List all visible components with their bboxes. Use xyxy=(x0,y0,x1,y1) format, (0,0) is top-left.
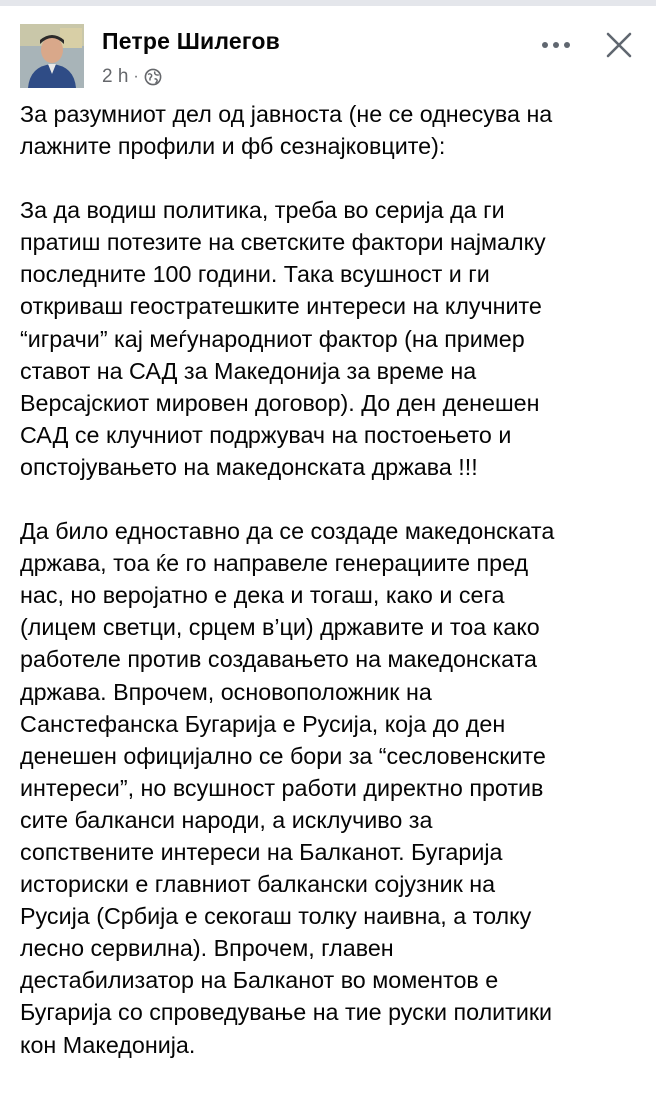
text-line: Да било едноставно да се создаде македонската xyxy=(20,518,555,545)
top-strip xyxy=(0,0,656,6)
author-name[interactable]: Петре Шилегов xyxy=(102,28,280,54)
text-line: кон Македонија. xyxy=(20,1031,196,1058)
more-horizontal-icon xyxy=(539,40,573,50)
text-line: (лицем светци, срцем в’ци) државите и тоа како xyxy=(20,614,540,641)
text-line: денешен официјално се бори за “сесловенските xyxy=(20,742,546,769)
avatar-image xyxy=(20,24,84,88)
close-icon xyxy=(604,30,634,60)
text-line: За да водиш политика, треба во серија да ги xyxy=(20,197,505,224)
text-line: сите балканси народи, а исклучиво за xyxy=(20,806,433,833)
text-line: лесно сервилна). Впрочем, главен xyxy=(20,935,394,962)
globe-icon[interactable] xyxy=(144,68,162,86)
text-line: Версајскиот мировен договор). До ден денешен xyxy=(20,389,540,416)
text-line: откриваш геостратешките интереси на клучните xyxy=(20,293,542,320)
text-line: “играчи” кај меѓународниот фактор (на пример xyxy=(20,325,525,352)
text-line: САД се клучниот подржувач на постоењето и xyxy=(20,421,512,448)
text-line: Русија (Србија е секогаш толку наивна, а толку xyxy=(20,903,532,930)
post-header xyxy=(20,24,640,94)
post-paragraph-2 xyxy=(20,194,640,483)
text-line: интереси”, но всушност работи директно против xyxy=(20,774,544,801)
text-line: дестабилизатор на Балканот во моментов е xyxy=(20,967,499,994)
text-line: ставот на САД за Македонија за време на xyxy=(20,357,477,384)
meta-separator: · xyxy=(133,68,139,85)
post-paragraph-3 xyxy=(20,515,640,1061)
post-text xyxy=(20,98,640,1093)
post-paragraph-1 xyxy=(20,98,640,162)
text-line: пратиш потезите на светските фактори најмалку xyxy=(20,229,546,256)
text-line: нас, но веројатно е дека и тогаш, како и сега xyxy=(20,582,505,609)
text-line: последните 100 години. Така всушност и ги xyxy=(20,261,490,288)
text-line: Санстефанска Бугарија е Русија, која до ден xyxy=(20,710,506,737)
text-line: држава, тоа ќе го направеле генерациите пред xyxy=(20,550,529,577)
text-line: историски е главниот балкански сојузник на xyxy=(20,871,496,898)
post-timestamp[interactable]: 2 h xyxy=(102,66,129,87)
text-line: работеле против создавањето на македонската xyxy=(20,646,537,673)
avatar[interactable] xyxy=(20,24,84,88)
text-line: сопствените интереси на Балканот. Бугарија xyxy=(20,838,503,865)
text-line: држава. Впрочем, основоположник на xyxy=(20,678,432,705)
text-line: опстојувањето на македонската држава !!! xyxy=(20,453,478,480)
more-options-button[interactable] xyxy=(536,30,576,60)
close-button[interactable] xyxy=(598,24,640,66)
text-line: Бугарија со спроведување на тие руски политики xyxy=(20,999,553,1026)
text-line: За разумниот дел од јавноста (не се однесува на xyxy=(20,101,553,127)
text-line: лажните профили и фб сезнајковците): xyxy=(20,133,446,160)
post-meta xyxy=(102,66,162,88)
